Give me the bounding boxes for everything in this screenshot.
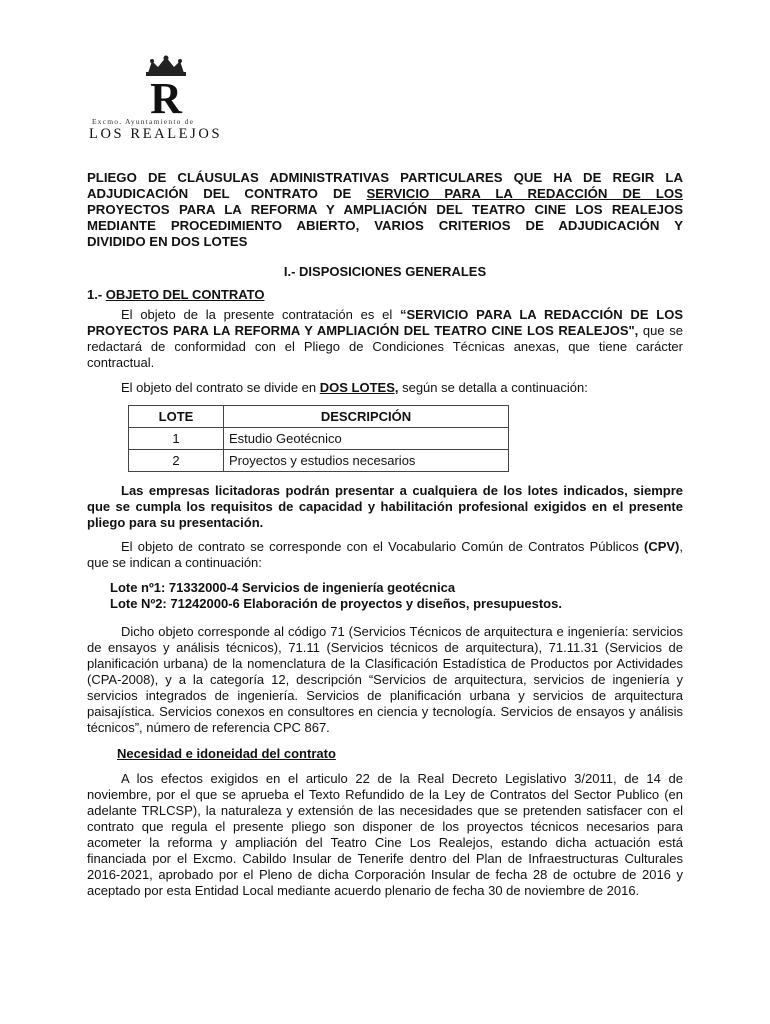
table-cell: Estudio Geotécnico (224, 428, 509, 450)
table-cell: Proyectos y estudios necesarios (224, 450, 509, 472)
table-row (129, 428, 509, 450)
table-cell: 1 (129, 428, 224, 450)
list-item: Lote nº1: 71332000-4 Servicios de ingeniería geotécnica (110, 580, 456, 595)
lots-table (128, 405, 509, 472)
table-row (129, 450, 509, 472)
logo-name: LOS REALEJOS (89, 126, 223, 142)
svg-text:R: R (150, 74, 182, 117)
crown-r-emblem-icon (136, 55, 196, 117)
cpv-lots (110, 580, 690, 612)
title-line: MEDIANTE PROCEDIMIENTO ABIERTO, VARIOS CRITERIOS DE ADJUDICACIÓN Y (87, 218, 683, 233)
subheading-need: Necesidad e idoneidad del contrato (117, 746, 336, 761)
municipal-logo (86, 55, 246, 145)
paragraph-bidders: Las empresas licitadoras podrán presentar a cualquiera de los lotes indicados, siempre que se cumpla los requisitos de capacidad y habilitación profesional exigidos en el presente pliego para su presentación. (87, 483, 683, 530)
table-header: DESCRIPCIÓN (224, 406, 509, 428)
paragraph-need: A los efectos exigidos en el articulo 22 de la Real Decreto Legislativo 3/2011, de 14 de noviembre, por el que se aprueba el Texto Refundido de la Ley de Contratos del Sector Publico (en adelante TRLCSP), la naturaleza y extensión de las necesidades que se pretenden satisfacer con el contrato que regula el presente pliego son disponer de los proyectos técnicos necesarios para acometer la reforma y ampliación del Teatro Cine Los Realejos, estando dicha actuación está financiada por el Excmo. Cabildo Insular de Tenerife dentro del Plan de Infraestructuras Culturales 2016-2021, aprobado por el Pleno de dicha Corporación Insular de fecha 28 de octubre de 2016 y aceptado por esta Entidad Local mediante acuerdo plenario de fecha 30 de noviembre de 2016. (87, 771, 683, 898)
paragraph-lots-intro: El objeto del contrato se divide en DOS LOTES, según se detalla a continuación: (121, 380, 588, 395)
title-line: PROYECTOS PARA LA REFORMA Y AMPLIACIÓN DEL TEATRO CINE LOS REALEJOS (87, 202, 683, 217)
table-cell: 2 (129, 450, 224, 472)
document-title (87, 170, 683, 250)
section-heading: I.- DISPOSICIONES GENERALES (283, 264, 487, 279)
paragraph-object: El objeto de la presente contratación es el “SERVICIO PARA LA REDACCIÓN DE LOS PROYECTOS PARA LA REFORMA Y AMPLIACIÓN DEL TEATRO CINE LOS REALEJOS", que se redactará de conformidad con el Pliego de Condiciones Técnicas anexas, que tiene carácter contractual. (87, 307, 683, 370)
list-item: Lote Nº2: 71242000-6 Elaboración de proyectos y diseños, presupuestos. (110, 596, 562, 611)
logo-subtitle: Excmo. Ayuntamiento de (92, 117, 195, 126)
clause-heading: 1.- OBJETO DEL CONTRATO (87, 287, 265, 302)
title-line: PLIEGO DE CLÁUSULAS ADMINISTRATIVAS PARTICULARES QUE HA DE REGIR LA (87, 170, 683, 185)
title-line: DIVIDIDO EN DOS LOTES (87, 234, 248, 249)
paragraph-cpv: El objeto de contrato se corresponde con el Vocabulario Común de Contratos Públicos (CPV), que se indican a continuación: (87, 539, 683, 570)
table-header-row (129, 406, 509, 428)
title-line: ADJUDICACIÓN DEL CONTRATO DE SERVICIO PARA LA REDACCIÓN DE LOS (87, 186, 683, 201)
paragraph-codes: Dicho objeto corresponde al código 71 (Servicios Técnicos de arquitectura e ingeniería: servicios de ensayos y análisis técnicos), 71.11 (Servicios técnicos de arquitectura), 71.11.31 (Servicios de planificación urbana) de la nomenclatura de la Clasificación Estadística de Productos por Actividades (CPA-2008), y a la categoría 12, descripción “Servicios de arquitectura, servicios de ingeniería y servicios integrados de ingeniería. Servicios de planificación urbana y servicios de arquitectura paisajística. Servicios conexos en consultores en ciencia y tecnología. Servicios de ensayos y análisis técnicos”, número de referencia CPC 867. (87, 624, 683, 735)
table-header: LOTE (129, 406, 224, 428)
